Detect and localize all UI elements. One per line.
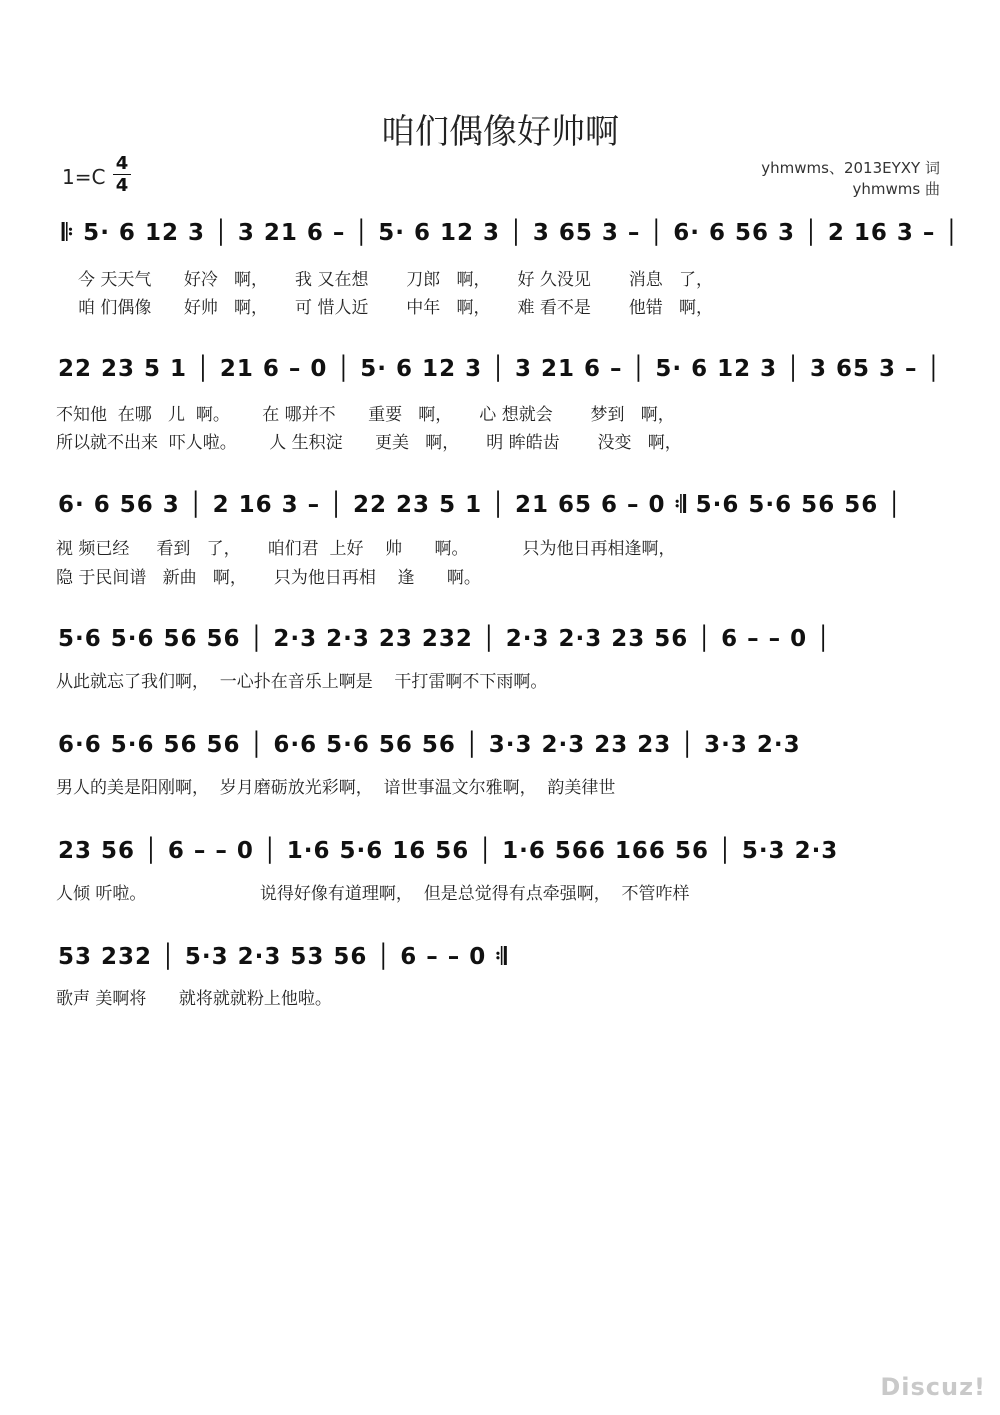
composer-credit: yhmwms 曲 xyxy=(852,180,940,198)
score-system-4 xyxy=(0,626,1000,662)
lyric-line: 咱 们偶像 好帅 啊， 可 惜人近 中年 啊， 难 看不是 他错 啊， xyxy=(78,298,713,318)
notation-line: 23 56 │ 6 – – 0 │ 1·6 5·6 16 56 │ 1·6 566 166 56 │ 5·3 2·3 xyxy=(58,838,839,864)
lyric-line: 不知他 在哪 儿 啊。 在 哪并不 重要 啊， 心 想就会 梦到 啊， xyxy=(56,405,675,425)
lyric-line: 隐 于民间谱 新曲 啊， 只为他日再相 逢 啊。 xyxy=(56,568,481,588)
score-system-1 xyxy=(0,220,1000,256)
lyric-line: 今 天天气 好冷 啊， 我 又在想 刀郎 啊， 好 久没见 消息 了， xyxy=(78,270,713,290)
notation-line: 𝄆 5· 6 12 3 │ 3 21 6 – │ 5· 6 12 3 │ 3 65 3 – │ 6· 6 56 3 │ 2 16 3 – │ xyxy=(62,220,960,246)
key-signature: 1=C xyxy=(62,165,106,189)
notation-line: 5·6 5·6 56 56 │ 2·3 2·3 23 232 │ 2·3 2·3 23 56 │ 6 – – 0 │ xyxy=(58,626,832,652)
notation-line: 53 232 │ 5·3 2·3 53 56 │ 6 – – 0 𝄇 xyxy=(58,944,508,970)
lyric-line: 从此就忘了我们啊， 一心扑在音乐上啊是 干打雷啊不下雨啊。 xyxy=(56,672,548,692)
discuz-watermark: Discuz! xyxy=(880,1373,986,1401)
lyric-line: 歌声 美啊将 就将就就粉上他啦。 xyxy=(56,989,332,1009)
lyric-line: 视 频已经 看到 了， 咱们君 上好 帅 啊。 只为他日再相逢啊， xyxy=(56,539,676,559)
notation-line: 22 23 5 1 │ 21 6 – 0 │ 5· 6 12 3 │ 3 21 6 – │ 5· 6 12 3 │ 3 65 3 – │ xyxy=(58,356,942,382)
lyric-line: 人倾 听啦。 说得好像有道理啊， 但是总觉得有点牵强啊， 不管咋样 xyxy=(56,884,690,904)
score-system-7 xyxy=(0,944,1000,980)
score-system-3 xyxy=(0,492,1000,528)
notation-line: 6· 6 56 3 │ 2 16 3 – │ 22 23 5 1 │ 21 65 6 – 0 𝄇 5·6 5·6 56 56 │ xyxy=(58,492,903,518)
lyric-line: 男人的美是阳刚啊， 岁月磨砺放光彩啊， 谙世事温文尔雅啊， 韵美律世 xyxy=(56,778,616,798)
lyric-line: 所以就不出来 吓人啦。 人 生积淀 更美 啊， 明 眸皓齿 没变 啊， xyxy=(56,433,682,453)
time-signature xyxy=(113,154,131,195)
score-system-5 xyxy=(0,732,1000,768)
time-signature-top: 4 xyxy=(115,153,129,174)
score-system-2 xyxy=(0,356,1000,392)
time-signature-bottom: 4 xyxy=(115,175,129,196)
page-title: 咱们偶像好帅啊 xyxy=(381,112,619,152)
notation-line: 6·6 5·6 56 56 │ 6·6 5·6 56 56 │ 3·3 2·3 23 23 │ 3·3 2·3 xyxy=(58,732,801,758)
lyricist-credit: yhmwms、2013EYXY 词 xyxy=(761,159,940,177)
score-system-6 xyxy=(0,838,1000,874)
